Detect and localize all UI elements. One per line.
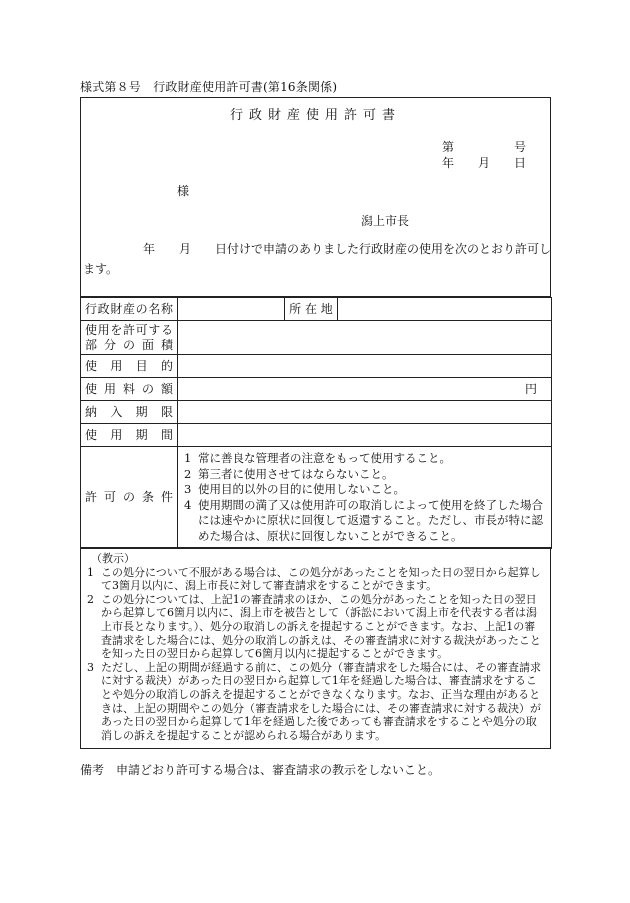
appeal-notice-box (80, 547, 551, 749)
payment-deadline-label: 納入期限 (81, 401, 178, 424)
payment-deadline-value (178, 401, 552, 424)
fee-label: 使用料の額 (81, 378, 178, 401)
document-number: 第 号 (442, 140, 527, 154)
permit-fields-table (80, 297, 552, 549)
period-value (178, 424, 552, 447)
document-date: 年 月 日 (442, 156, 527, 170)
area-value (178, 321, 552, 355)
list-item: 2 この処分については、上記1の審査請求のほか、この処分があったことを知った日の翌日から起算して6箇月以内に、潟上市を被告として（訴訟において潟上市を代表する者は潟上市長となります。）、処分の取消しの訴えを提起することができます。なお、上記1の審査請求をした場合には、処分の取消しの訴えは、その審査請求に対する裁決があったことを知った日の翌日から起算して6箇月以内に提起することができます。 (87, 592, 541, 661)
list-item: 3 使用目的以外の目的に使用しないこと。 (184, 482, 405, 496)
intro-text-line2: ます。 (83, 262, 119, 276)
area-label: 使用を許可する部分の面積 (81, 321, 178, 355)
fee-unit: 円 (178, 378, 552, 401)
remark-note: 備考 申請どおり許可する場合は、審査請求の教示をしないこと。 (80, 763, 441, 777)
issuer-name: 潟上市長 (361, 214, 410, 228)
period-label: 使用期間 (81, 424, 178, 447)
table-row (81, 298, 552, 321)
table-row (81, 378, 552, 401)
conditions-label: 許可の条件 (81, 447, 178, 549)
conditions-cell (178, 447, 552, 549)
purpose-value (178, 355, 552, 378)
location-value (338, 298, 552, 321)
list-item: 1 この処分について不服がある場合は、この処分があったことを知った日の翌日から起算して3箇月以内に、潟上市長に対して審査請求をすることができます。 (87, 565, 541, 593)
document-title: 行政財産使用許可書 (229, 108, 401, 123)
table-row (81, 321, 552, 355)
list-item: 1 常に善良な管理者の注意をもって使用すること。 (184, 451, 451, 465)
permit-header-box (80, 97, 551, 297)
property-name-value (178, 298, 285, 321)
list-item: 3 ただし、上記の期間が経過する前に、この処分（審査請求をした場合には、その審査請求に対する裁決）があった日の翌日から起算して1年を経過した場合は、審査請求をすることや処分の取消しの訴えを提起することができなくなります。なお、正当な理由があるときは、上記の期間やこの処分（審査請求をした場合には、その審査請求に対する裁決）があった日の翌日から起算して1年を経過した後であっても審査請求をすることや処分の取消しの訴えを提起することが認められる場合があります。 (87, 660, 541, 742)
table-row (81, 401, 552, 424)
form-number-label: 様式第８号 行政財産使用許可書(第16条関係) (80, 80, 338, 94)
list-item: 2 第三者に使用させてはならないこと。 (184, 466, 394, 481)
conditions-list (182, 447, 545, 548)
addressee-suffix: 様 (177, 184, 190, 198)
intro-text-line1: 年 月 日付けで申請のありました行政財産の使用を次のとおり許可し (143, 242, 552, 256)
table-row (81, 355, 552, 378)
property-name-label: 行政財産の名称 (81, 298, 178, 321)
table-row (81, 447, 552, 549)
purpose-label: 使用目的 (81, 355, 178, 378)
list-item: 4 使用期間の満了又は使用許可の取消しによって使用を終了した場合には速やかに原状に回復して返還すること。ただし、市長が特に認めた場合は、原状に回復しないことができること。 (184, 497, 543, 543)
table-row (81, 424, 552, 447)
notice-title: （教示） (91, 552, 135, 565)
location-label: 所 在 地 (285, 298, 338, 321)
